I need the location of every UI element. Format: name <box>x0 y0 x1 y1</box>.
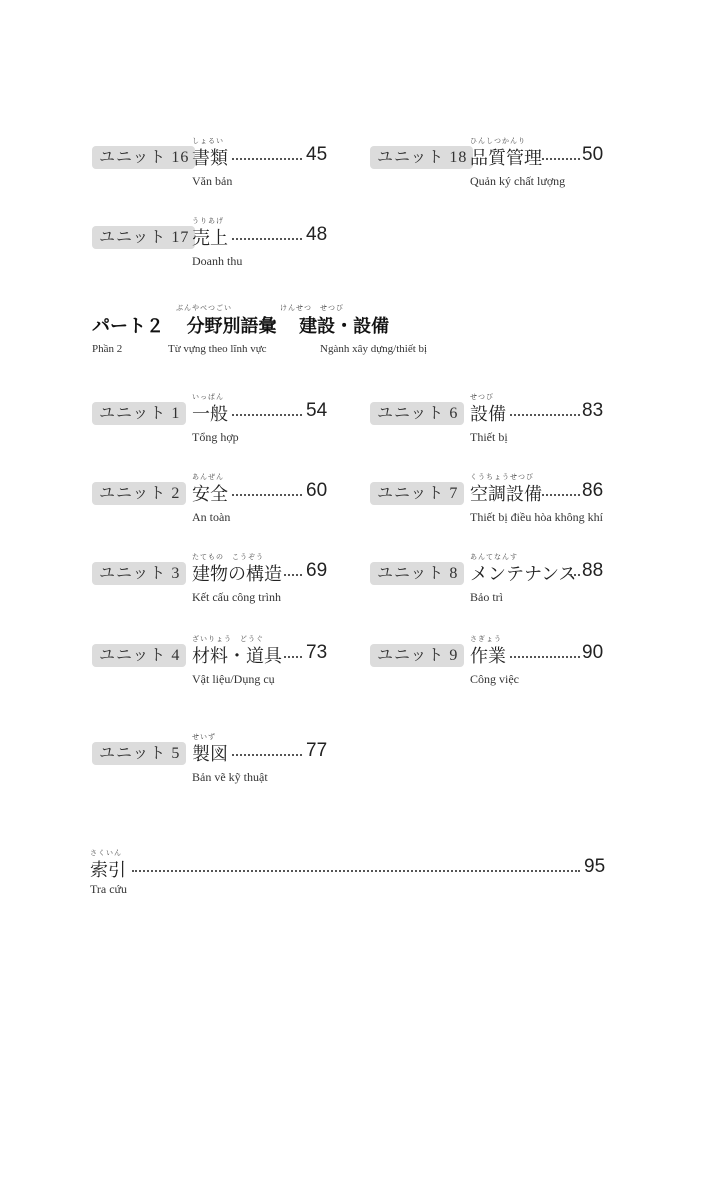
unit-badge: ユニット 4 <box>92 644 186 667</box>
unit-title: 建物の構造 <box>192 564 282 585</box>
unit-title: 材料・道具 <box>192 646 282 667</box>
vietnamese-title: Vật liệu/Dụng cụ <box>192 672 275 686</box>
toc-entry-unit7[interactable] <box>370 474 640 530</box>
vietnamese-title: Quản ký chất lượng <box>470 174 566 188</box>
unit-title: 書類 <box>192 148 228 169</box>
part-label: パート２ <box>92 316 164 337</box>
toc-entry-unit17[interactable] <box>92 218 332 274</box>
vietnamese-title: Tổng hợp <box>192 430 239 444</box>
dot-leader <box>284 574 302 576</box>
dot-leader <box>232 238 302 240</box>
page-number: 48 <box>306 224 328 245</box>
toc-entry-unit5[interactable] <box>92 734 332 790</box>
unit-badge: ユニット 6 <box>370 402 464 425</box>
part-title1-furigana: ぶんやべつごい <box>176 304 232 312</box>
unit-badge: ユニット 3 <box>92 562 186 585</box>
vietnamese-title: Thiết bị <box>470 430 508 444</box>
toc-entry-unit1[interactable] <box>92 394 332 450</box>
furigana: さくいん <box>90 849 122 857</box>
unit-title: 空調設備 <box>470 484 542 505</box>
dot-leader <box>132 870 580 872</box>
page-number: 54 <box>306 400 328 421</box>
unit-badge: ユニット 8 <box>370 562 464 585</box>
vietnamese-title: Văn bản <box>192 174 233 188</box>
part-sub-title1: Từ vựng theo lĩnh vực <box>168 343 267 355</box>
furigana: せいず <box>192 733 216 741</box>
unit-badge: ユニット 2 <box>92 482 186 505</box>
part-title2: 建設・設備 <box>299 316 390 337</box>
toc-entry-unit16[interactable] <box>92 138 332 194</box>
unit-badge: ユニット 7 <box>370 482 464 505</box>
furigana: さぎょう <box>470 635 502 643</box>
part-title1: 分野別語彙 <box>186 316 277 337</box>
unit-badge: ユニット 17 <box>92 226 195 249</box>
furigana: いっぱん <box>192 393 224 401</box>
dot-leader <box>232 158 302 160</box>
page-number: 69 <box>306 560 328 581</box>
furigana: ざいりょう どうぐ <box>192 635 264 643</box>
vietnamese-title: An toàn <box>192 510 231 524</box>
page-number: 50 <box>582 144 604 165</box>
unit-title: 設備 <box>470 404 506 425</box>
vietnamese-title: Bảo trì <box>470 590 503 604</box>
unit-title: 製図 <box>192 744 228 765</box>
toc-entry-unit18[interactable] <box>370 138 610 194</box>
unit-badge: ユニット 18 <box>370 146 473 169</box>
vietnamese-title: Kết cấu công trình <box>192 590 281 604</box>
toc-entry-unit6[interactable] <box>370 394 610 450</box>
part-title2-furigana: けんせつ せつび <box>280 304 344 312</box>
furigana: うりあげ <box>192 217 224 225</box>
page-number: 77 <box>306 740 328 761</box>
part-sub-label: Phần 2 <box>92 343 123 355</box>
dot-leader <box>542 494 580 496</box>
dot-leader <box>232 754 302 756</box>
furigana: あんぜん <box>192 473 224 481</box>
vietnamese-title: Thiết bị điều hòa không khí <box>470 510 603 524</box>
unit-title: メンテナンス <box>470 564 577 585</box>
furigana: あんてなんす <box>470 553 518 561</box>
dot-leader <box>570 574 580 576</box>
unit-badge: ユニット 16 <box>92 146 195 169</box>
page-number: 83 <box>582 400 604 421</box>
vietnamese-title: Doanh thu <box>192 254 243 268</box>
vietnamese-title: Công việc <box>470 672 519 686</box>
furigana: くうちょうせつび <box>470 473 534 481</box>
dot-leader <box>542 158 580 160</box>
toc-entry-unit3[interactable] <box>92 554 332 610</box>
dot-leader <box>284 656 302 658</box>
vietnamese-title: Tra cứu <box>90 882 128 896</box>
toc-entry-unit2[interactable] <box>92 474 332 530</box>
dot-leader <box>232 494 302 496</box>
page-number: 90 <box>582 642 604 663</box>
furigana: しょるい <box>192 137 224 145</box>
part-heading <box>92 312 389 338</box>
page-number: 45 <box>306 144 328 165</box>
unit-badge: ユニット 1 <box>92 402 186 425</box>
unit-badge: ユニット 5 <box>92 742 186 765</box>
dot-leader <box>232 414 302 416</box>
unit-badge: ユニット 9 <box>370 644 464 667</box>
dot-leader <box>510 414 580 416</box>
unit-title: 品質管理 <box>470 148 542 169</box>
furigana: せつび <box>470 393 494 401</box>
toc-entry-index[interactable] <box>90 850 610 900</box>
toc-entry-unit8[interactable] <box>370 554 610 610</box>
furigana: たてもの こうぞう <box>192 553 264 561</box>
furigana: ひんしつかんり <box>470 137 526 145</box>
page-number: 86 <box>582 480 604 501</box>
toc-entry-unit9[interactable] <box>370 636 610 692</box>
part-sub-title2: Ngành xây dựng/thiết bị <box>320 343 428 355</box>
dot-leader <box>510 656 580 658</box>
unit-title: 安全 <box>192 484 228 505</box>
vietnamese-title: Bản vẽ kỹ thuật <box>192 770 268 784</box>
page-number: 60 <box>306 480 328 501</box>
unit-title: 売上 <box>192 228 228 249</box>
page-number: 95 <box>584 856 606 877</box>
index-title: 索引 <box>90 860 126 881</box>
page-number: 73 <box>306 642 328 663</box>
unit-title: 作業 <box>470 646 506 667</box>
unit-title: 一般 <box>192 404 228 425</box>
toc-entry-unit4[interactable] <box>92 636 332 692</box>
page-number: 88 <box>582 560 604 581</box>
